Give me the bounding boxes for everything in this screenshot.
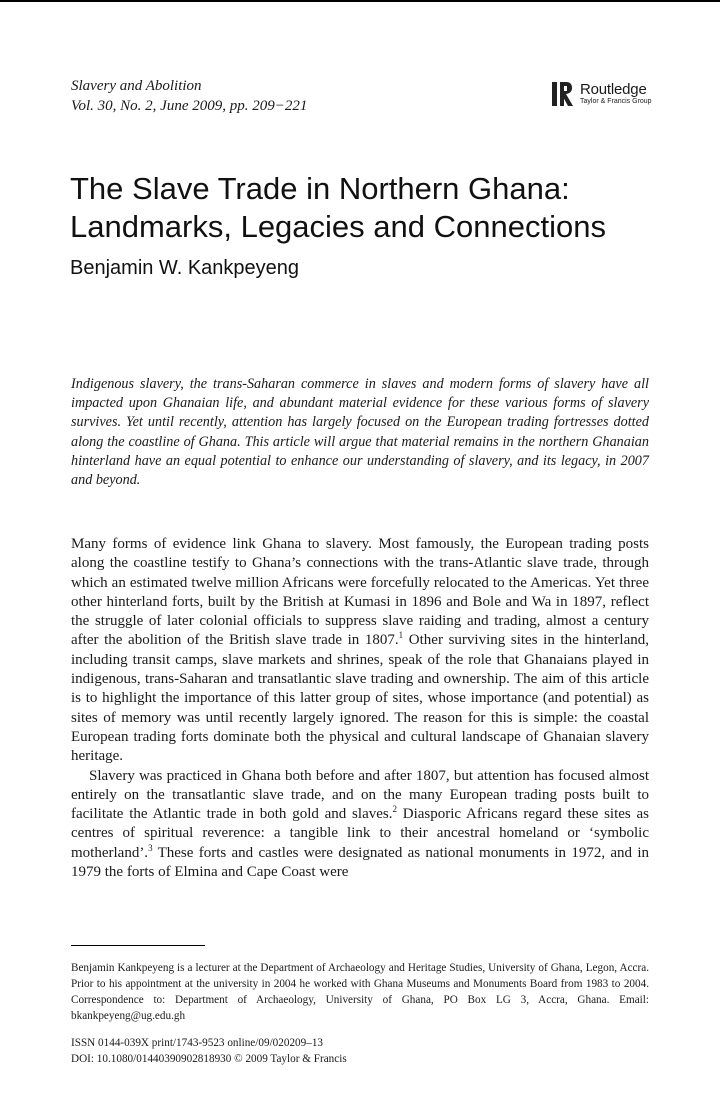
article-title-line2: Landmarks, Legacies and Connections <box>70 209 606 244</box>
publication-info <box>71 1035 347 1067</box>
footnote-ref-3: 3 <box>148 842 153 853</box>
publisher-logo <box>552 80 662 108</box>
footnote-ref-2: 2 <box>392 804 397 815</box>
author-bio-footnote: Benjamin Kankpeyeng is a lecturer at the Department of Archaeology and Heritage Studies, University of Ghana, Legon, Accra. Prior to his appointment at the university in 2004 he worked with Ghana Museums and Monuments Board from 1983 to 2004. Correspondence to: Department of Archaeology, University of Ghana, PO Box LG 3, Accra, Ghana. Email: bkankpeyeng@ug.edu.gh <box>71 962 649 1022</box>
routledge-logo-icon <box>552 80 574 108</box>
paragraph-2-part-b: Diasporic Africans regard these sites as centres of spiritual reverence: a tangible link to their ancestral homeland or ‘symbolic motherland’. <box>71 806 649 861</box>
paragraph-1-part-b: Other surviving sites in the hinterland, including transit camps, slave markets and shrines, speak of the role that Ghanaians played in indigenous, trans-Saharan and transatlantic slave trading and ownership. The aim of this article is to highlight the importance of this latter group of sites, whose importance (and potential) as sites of memory was until recently largely ignored. The reason for this is simple: the coastal European trading forts dominate both the physical and cultural landscape of Ghanaian slavery heritage. <box>71 632 649 765</box>
body-text <box>71 535 649 882</box>
journal-volume: Vol. 30, No. 2, June 2009, pp. 209−221 <box>71 98 308 114</box>
article-author: Benjamin W. Kankpeyeng <box>70 257 300 279</box>
paragraph-1 <box>71 535 649 767</box>
footnote-divider <box>71 945 205 946</box>
publisher-name: Routledge <box>580 81 647 98</box>
footnote-ref-1: 1 <box>398 630 404 641</box>
paragraph-2-part-c: These forts and castles were designated as national monuments in 1972, and in 1979 the forts of Elmina and Cape Coast were <box>71 844 649 881</box>
issn-line: ISSN 0144-039X print/1743-9523 online/09/020209–13 <box>71 1037 324 1049</box>
article-title-line1: The Slave Trade in Northern Ghana: <box>70 171 570 206</box>
publisher-group: Taylor & Francis Group <box>580 98 652 105</box>
article-title <box>70 170 690 246</box>
doi-line: DOI: 10.1080/01440390902818930 © 2009 Taylor & Francis <box>71 1053 347 1065</box>
paragraph-2 <box>71 767 649 883</box>
paragraph-1-part-a: Many forms of evidence link Ghana to slavery. Most famously, the European trading posts along the coastline testify to Ghana’s connections with the trans-Atlantic slave trade, through which an estimated twelve million Africans were forcefully relocated to the Americas. Yet three other hinterland forts, built by the British at Kumasi in 1896 and Bole and Wa in 1897, reflect the struggle of later colonial officials to suppress slave raiding and trading, almost a century after the abolition of the British slave trade in 1807. <box>71 536 649 649</box>
journal-citation <box>71 76 307 116</box>
journal-name: Slavery and Abolition <box>71 78 202 94</box>
abstract: Indigenous slavery, the trans-Saharan commerce in slaves and modern forms of slavery have all impacted upon Ghanaian life, and abundant material evidence for these various forms of slavery survives. Yet until recently, attention has largely focused on the European trading fortresses dotted along the coastline of Ghana. This article will argue that material remains in the northern Ghanaian hinterland have an equal potential to enhance our understanding of slavery, and its legacy, in 2007 and beyond. <box>71 376 649 489</box>
paragraph-2-part-a: Slavery was practiced in Ghana both before and after 1807, but attention has focused almost entirely on the transatlantic slave trade, and on the many European trading posts built to facilitate the Atlantic trade in both gold and slaves. <box>71 767 649 823</box>
top-border <box>0 0 720 2</box>
